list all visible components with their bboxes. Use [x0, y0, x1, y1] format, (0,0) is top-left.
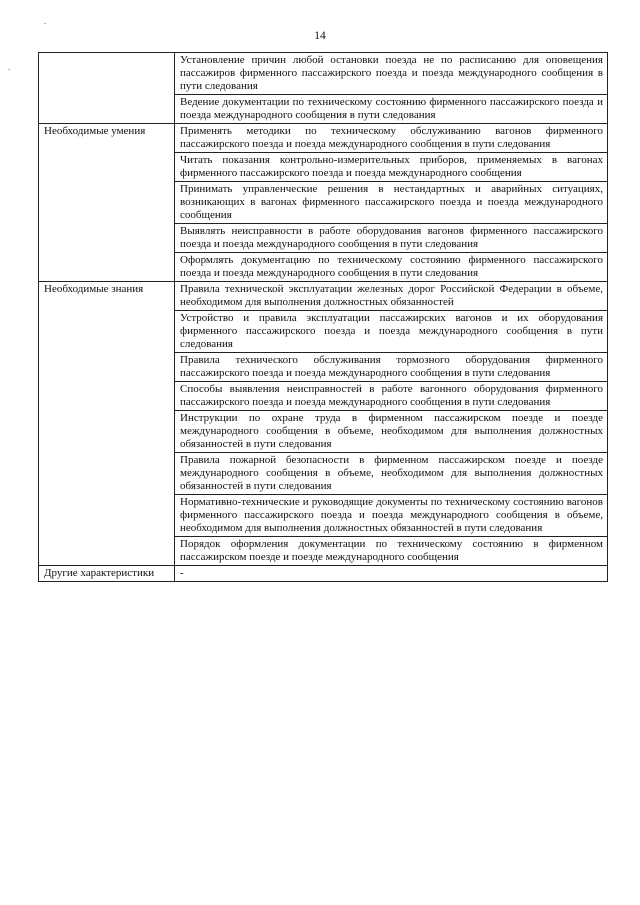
table-row	[39, 53, 608, 95]
table-row	[39, 124, 608, 153]
requirement-cell: Принимать управленческие решения в нестандартных и аварийных ситуациях, возникающих в вагонах фирменного пассажирского поезда и поезда международного сообщения	[175, 182, 608, 224]
requirement-cell: Выявлять неисправности в работе оборудования вагонов фирменного пассажирского поезда и поезда международного сообщения в пути следования	[175, 224, 608, 253]
requirement-cell: Применять методики по техническому обслуживанию вагонов фирменного пассажирского поезда и поезда международного сообщения в пути следования	[175, 124, 608, 153]
requirement-cell: Правила технической эксплуатации железных дорог Российской Федерации в объеме, необходимом для выполнения должностных обязанностей	[175, 282, 608, 311]
requirement-cell: Читать показания контрольно-измерительных приборов, применяемых в вагонах фирменного пассажирского поезда и поезда международного сообщения	[175, 153, 608, 182]
scan-mark: .	[44, 16, 47, 26]
scan-mark: .	[8, 62, 11, 72]
requirements-table	[38, 52, 608, 582]
section-label: Другие характеристики	[39, 566, 175, 582]
table-row	[39, 566, 608, 582]
section-label: Необходимые умения	[39, 124, 175, 282]
requirement-cell: Нормативно-технические и руководящие документы по техническому состоянию вагонов фирменного пассажирского поезда и поезда международного сообщения в объеме, необходимом для выполнения должностных обязанностей в пути следования	[175, 495, 608, 537]
requirement-cell: Инструкции по охране труда в фирменном пассажирском поезде и поезде международного сообщения в объеме, необходимом для выполнения должностных обязанностей в пути следования	[175, 411, 608, 453]
requirement-cell: Правила пожарной безопасности в фирменном пассажирском поезде и поезде международного сообщения в объеме, необходимом для выполнения должностных обязанностей в пути следования	[175, 453, 608, 495]
table-row	[39, 282, 608, 311]
section-label: Необходимые знания	[39, 282, 175, 566]
requirements-table-body	[39, 53, 608, 582]
requirement-cell: Ведение документации по техническому состоянию фирменного пассажирского поезда и поезда международного сообщения в пути следования	[175, 95, 608, 124]
requirement-cell: Устройство и правила эксплуатации пассажирских вагонов и их оборудования фирменного пассажирского поезда и поезда международного сообщения в пути следования	[175, 311, 608, 353]
requirement-cell: Оформлять документацию по техническому состоянию фирменного пассажирского поезда и поезда международного сообщения в пути следования	[175, 253, 608, 282]
requirement-cell: -	[175, 566, 608, 582]
requirement-cell: Установление причин любой остановки поезда не по расписанию для оповещения пассажиров фирменного пассажирского поезда и поезда международного сообщения в пути следования	[175, 53, 608, 95]
requirement-cell: Порядок оформления документации по техническому состоянию в фирменном пассажирском поезде и поезде международного сообщения	[175, 537, 608, 566]
requirement-cell: Способы выявления неисправностей в работе вагонного оборудования фирменного пассажирского поезда и поезда международного сообщения в пути следования	[175, 382, 608, 411]
section-label	[39, 53, 175, 124]
page-number: 14	[314, 30, 326, 42]
requirement-cell: Правила технического обслуживания тормозного оборудования фирменного пассажирского поезда и поезда международного сообщения в пути следования	[175, 353, 608, 382]
